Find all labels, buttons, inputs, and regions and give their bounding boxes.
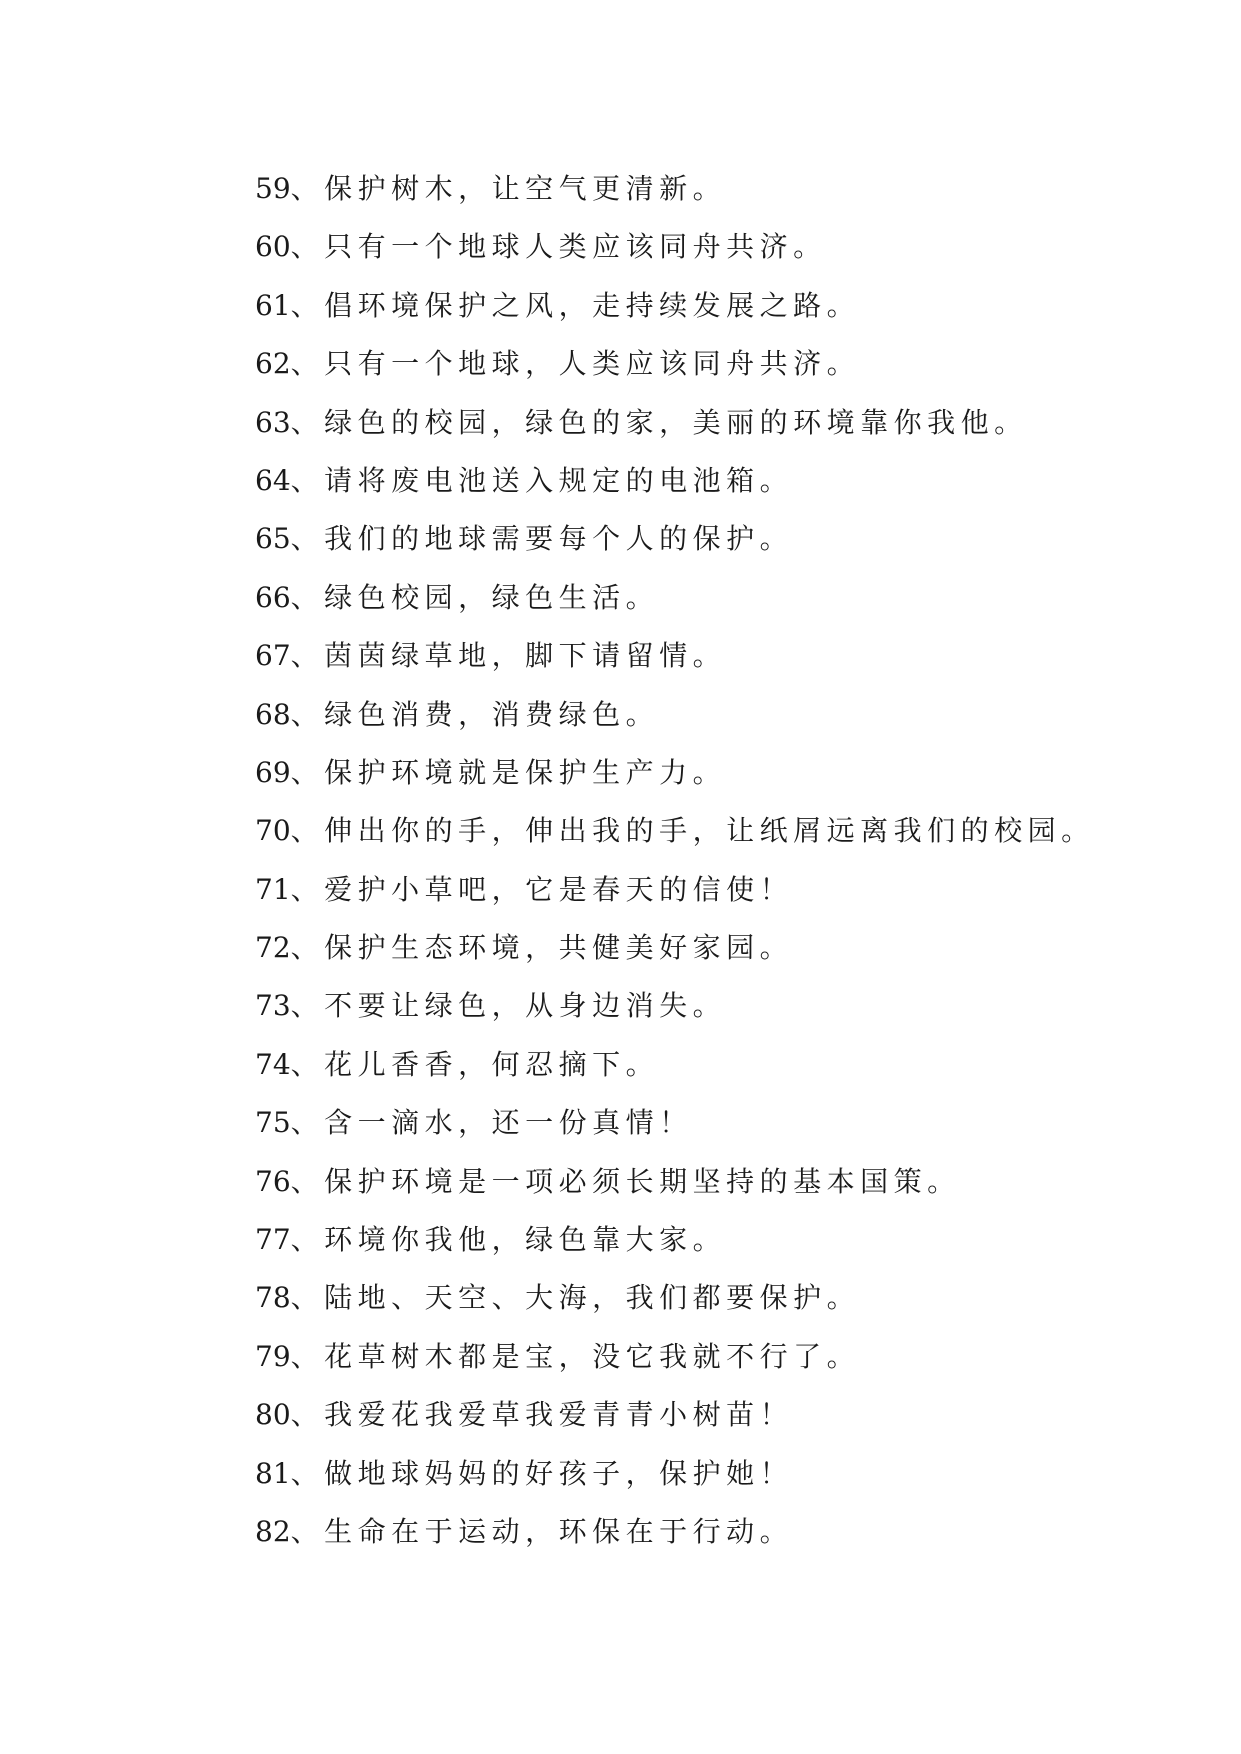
item-number: 74 <box>255 1047 291 1081</box>
list-item <box>255 686 1155 744</box>
item-number: 61 <box>255 288 291 322</box>
list-item <box>255 394 1155 452</box>
item-number: 64 <box>255 463 291 497</box>
item-separator: 、 <box>290 1223 325 1257</box>
list-item <box>255 1386 1155 1444</box>
item-text: 保护生态环境，共健美好家园。 <box>324 931 794 965</box>
item-separator: 、 <box>290 580 325 614</box>
item-text: 陆地、天空、大海，我们都要保护。 <box>324 1281 861 1315</box>
item-text: 绿色消费，消费绿色。 <box>324 697 660 731</box>
list-item <box>255 1094 1155 1152</box>
list-item <box>255 510 1155 568</box>
item-number: 76 <box>255 1164 291 1198</box>
list-item <box>255 1269 1155 1327</box>
item-separator: 、 <box>290 1398 325 1432</box>
item-text: 生命在于运动，环保在于行动。 <box>324 1514 794 1548</box>
item-number: 82 <box>255 1514 291 1548</box>
item-text: 只有一个地球人类应该同舟共济。 <box>324 230 827 264</box>
item-number: 79 <box>255 1339 291 1373</box>
item-text: 环境你我他，绿色靠大家。 <box>324 1223 727 1257</box>
item-separator: 、 <box>290 463 325 497</box>
list-item <box>255 277 1155 335</box>
item-separator: 、 <box>290 405 325 439</box>
item-number: 69 <box>255 755 291 789</box>
item-text: 做地球妈妈的好孩子，保护她！ <box>324 1456 794 1490</box>
item-separator: 、 <box>290 989 325 1023</box>
item-number: 77 <box>255 1223 291 1257</box>
item-text: 茵茵绿草地，脚下请留情。 <box>324 639 727 673</box>
item-number: 72 <box>255 931 291 965</box>
item-separator: 、 <box>290 697 325 731</box>
item-separator: 、 <box>290 1339 325 1373</box>
item-separator: 、 <box>290 1106 325 1140</box>
list-item <box>255 744 1155 802</box>
item-text: 保护环境是一项必须长期坚持的基本国策。 <box>324 1164 961 1198</box>
item-separator: 、 <box>290 172 325 205</box>
item-text: 绿色的校园，绿色的家，美丽的环境靠你我他。 <box>324 405 1028 439</box>
item-text: 我爱花我爱草我爱青青小树苗！ <box>324 1398 794 1432</box>
item-number: 66 <box>255 580 291 614</box>
item-text: 绿色校园，绿色生活。 <box>324 580 660 614</box>
item-separator: 、 <box>290 639 325 673</box>
list-item <box>255 1036 1155 1094</box>
list-item <box>255 1153 1155 1211</box>
item-number: 71 <box>255 872 291 906</box>
item-number: 67 <box>255 639 291 673</box>
item-number: 80 <box>255 1398 291 1432</box>
item-text: 只有一个地球，人类应该同舟共济。 <box>324 347 861 381</box>
item-separator: 、 <box>290 522 325 556</box>
item-text: 保护树木，让空气更清新。 <box>324 172 727 205</box>
list-item <box>255 1503 1155 1561</box>
item-number: 70 <box>255 814 291 848</box>
item-separator: 、 <box>290 288 325 322</box>
list-item <box>255 452 1155 510</box>
item-separator: 、 <box>290 755 325 789</box>
item-text: 不要让绿色，从身边消失。 <box>324 989 727 1023</box>
list-item <box>255 218 1155 276</box>
item-number: 59 <box>255 172 291 205</box>
item-separator: 、 <box>290 1164 325 1198</box>
list-item <box>255 1445 1155 1503</box>
list-item <box>255 861 1155 919</box>
list-item <box>255 160 1155 218</box>
item-text: 花草树木都是宝，没它我就不行了。 <box>324 1339 861 1373</box>
list-item <box>255 919 1155 977</box>
item-separator: 、 <box>290 814 325 848</box>
item-text: 倡环境保护之风，走持续发展之路。 <box>324 288 861 322</box>
item-number: 68 <box>255 697 291 731</box>
item-text: 爱护小草吧，它是春天的信使！ <box>324 872 794 906</box>
item-separator: 、 <box>290 1456 325 1490</box>
item-number: 73 <box>255 989 291 1023</box>
item-separator: 、 <box>290 347 325 381</box>
item-text: 花儿香香，何忍摘下。 <box>324 1047 660 1081</box>
item-text: 请将废电池送入规定的电池箱。 <box>324 463 794 497</box>
item-separator: 、 <box>290 1281 325 1315</box>
item-text: 含一滴水，还一份真情！ <box>324 1106 693 1140</box>
item-number: 81 <box>255 1456 291 1490</box>
list-item <box>255 627 1155 685</box>
list-item <box>255 977 1155 1035</box>
item-number: 63 <box>255 405 291 439</box>
item-separator: 、 <box>290 1047 325 1081</box>
item-number: 60 <box>255 230 291 264</box>
item-number: 65 <box>255 522 291 556</box>
item-text: 伸出你的手，伸出我的手，让纸屑远离我们的校园。 <box>324 814 1095 848</box>
item-separator: 、 <box>290 931 325 965</box>
list-item <box>255 1211 1155 1269</box>
list-item <box>255 802 1155 860</box>
item-separator: 、 <box>290 230 325 264</box>
list-item <box>255 1328 1155 1386</box>
item-number: 75 <box>255 1106 291 1140</box>
slogan-list <box>255 160 1155 1561</box>
item-text: 保护环境就是保护生产力。 <box>324 755 727 789</box>
item-separator: 、 <box>290 872 325 906</box>
item-separator: 、 <box>290 1514 325 1548</box>
list-item <box>255 569 1155 627</box>
item-number: 62 <box>255 347 291 381</box>
list-item <box>255 335 1155 393</box>
item-text: 我们的地球需要每个人的保护。 <box>324 522 794 556</box>
item-number: 78 <box>255 1281 291 1315</box>
